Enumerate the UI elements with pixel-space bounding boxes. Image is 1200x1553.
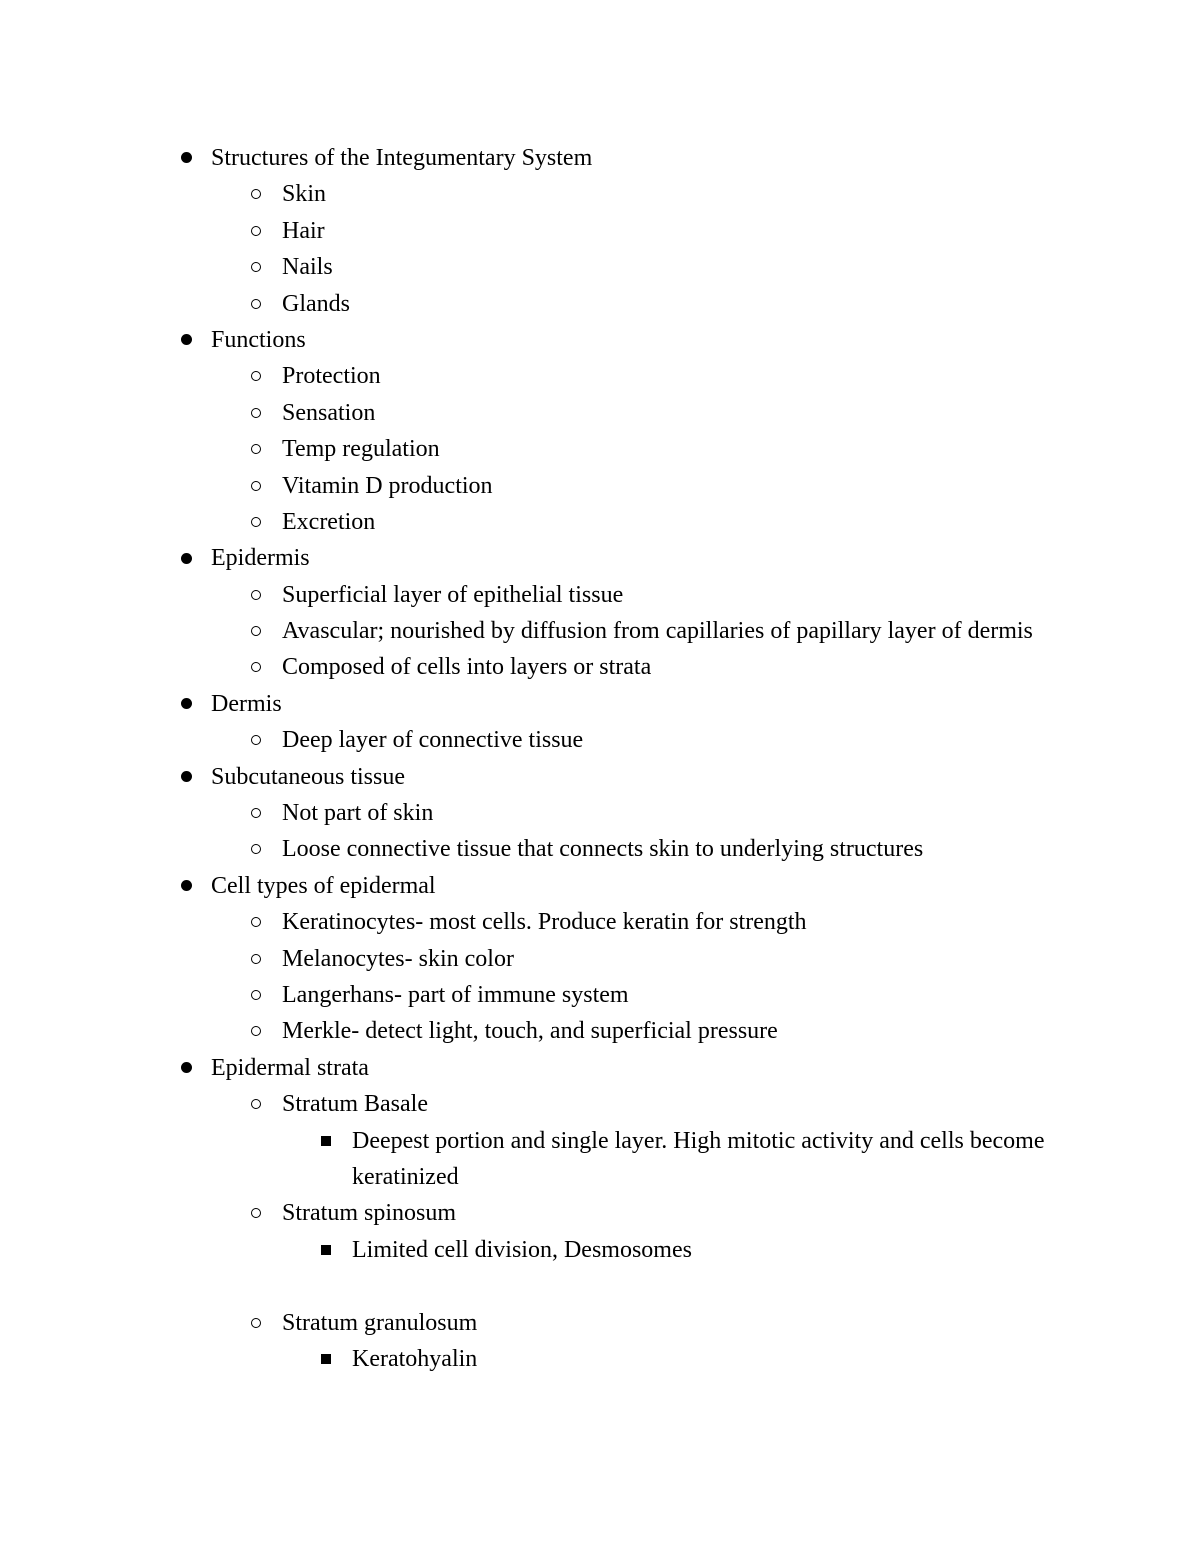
hollow-bullet-icon <box>245 941 267 977</box>
outline-heading: Structures of the Integumentary System <box>211 145 593 171</box>
outline-subitem-text: Stratum spinosum <box>282 1200 457 1227</box>
hollow-bullet-icon <box>245 395 267 431</box>
outline-subitem <box>0 795 1200 831</box>
outline-item <box>0 686 1200 722</box>
outline-subitem <box>0 431 1200 467</box>
outline-subitem <box>0 1195 1200 1231</box>
outline-detail <box>0 1341 1200 1377</box>
document-page <box>0 140 1200 1377</box>
outline-subitem <box>0 649 1200 685</box>
square-bullet-icon <box>315 1232 337 1268</box>
outline-subitem-text: Superficial layer of epithelial tissue <box>282 581 624 608</box>
filled-bullet-icon <box>175 322 197 358</box>
outline-detail <box>0 1123 1200 1196</box>
outline-subitem <box>0 358 1200 394</box>
outline-subitem-text: Melanocytes- skin color <box>282 945 514 972</box>
outline-subitem-text: Sensation <box>282 399 376 426</box>
hollow-bullet-icon <box>245 904 267 940</box>
outline-detail-text: Keratohyalin <box>352 1345 478 1372</box>
hollow-bullet-icon <box>245 358 267 394</box>
outline-heading: Cell types of epidermal <box>211 872 436 899</box>
outline-heading: Epidermis <box>211 545 310 572</box>
filled-bullet-icon <box>175 540 197 576</box>
outline-item <box>0 1050 1200 1086</box>
outline-subitem <box>0 1305 1200 1341</box>
outline-subitem <box>0 904 1200 940</box>
hollow-bullet-icon <box>245 831 267 867</box>
hollow-bullet-icon <box>245 504 267 540</box>
hollow-bullet-icon <box>245 613 267 649</box>
outline-subitem <box>0 286 1200 322</box>
outline-subitem <box>0 722 1200 758</box>
hollow-bullet-icon <box>245 722 267 758</box>
outline-detail <box>0 1232 1200 1268</box>
outline-subitem <box>0 1013 1200 1049</box>
outline-subitem-text: Loose connective tissue that connects skin to underlying structures <box>282 836 924 863</box>
square-bullet-icon <box>315 1341 337 1377</box>
outline-subitem-text: Stratum Basale <box>282 1091 428 1118</box>
outline-subitem <box>0 176 1200 212</box>
outline-subitem <box>0 577 1200 613</box>
outline-subitem-text: Composed of cells into layers or strata <box>282 654 652 681</box>
outline-subitem <box>0 613 1200 649</box>
outline-subitem-text: Hair <box>282 217 325 244</box>
outline-subitem-text: Keratinocytes- most cells. Produce keratin for strength <box>282 909 807 936</box>
outline-subitem <box>0 395 1200 431</box>
hollow-bullet-icon <box>245 1195 267 1231</box>
outline-subitem <box>0 977 1200 1013</box>
outline-subitem <box>0 468 1200 504</box>
outline-subitem-text: Stratum granulosum <box>282 1309 478 1336</box>
outline-subitem <box>0 249 1200 285</box>
outline-subitem <box>0 1086 1200 1122</box>
outline-detail-text: Limited cell division, Desmosomes <box>352 1236 692 1263</box>
hollow-bullet-icon <box>245 977 267 1013</box>
outline-heading: Dermis <box>211 690 282 717</box>
outline-subitem-text: Excretion <box>282 508 376 535</box>
outline-subitem <box>0 504 1200 540</box>
filled-bullet-icon <box>175 868 197 904</box>
outline-subitem-text: Nails <box>282 254 333 281</box>
outline-detail-text: Deepest portion and single layer. High mitotic activity and cells become keratinized <box>352 1127 1045 1190</box>
outline-subitem-text: Merkle- detect light, touch, and superficial pressure <box>282 1018 778 1045</box>
outline-subitem <box>0 831 1200 867</box>
hollow-bullet-icon <box>245 1305 267 1341</box>
outline-item <box>0 868 1200 904</box>
hollow-bullet-icon <box>245 286 267 322</box>
outline-item <box>0 140 1200 176</box>
hollow-bullet-icon <box>245 649 267 685</box>
outline-subitem-text: Glands <box>282 290 350 317</box>
outline-heading: Functions <box>211 326 306 353</box>
outline-subitem-text: Langerhans- part of immune system <box>282 982 629 1008</box>
hollow-bullet-icon <box>245 468 267 504</box>
filled-bullet-icon <box>175 1050 197 1086</box>
outline-heading: Epidermal strata <box>211 1054 369 1081</box>
outline-heading: Subcutaneous tissue <box>211 763 405 790</box>
outline-subitem-text: Deep layer of connective tissue <box>282 727 584 754</box>
blank-line <box>0 1268 1200 1304</box>
outline-subitem-text: Protection <box>282 363 381 390</box>
outline-subitem <box>0 941 1200 977</box>
outline-item <box>0 540 1200 576</box>
outline-subitem-text: Skin <box>282 181 327 208</box>
hollow-bullet-icon <box>245 431 267 467</box>
outline-subitem-text: Avascular; nourished by diffusion from capillaries of papillary layer of dermis <box>282 618 1033 645</box>
hollow-bullet-icon <box>245 795 267 831</box>
outline-subitem <box>0 213 1200 249</box>
hollow-bullet-icon <box>245 176 267 212</box>
hollow-bullet-icon <box>245 577 267 613</box>
outline-subitem-text: Not part of skin <box>282 800 434 827</box>
hollow-bullet-icon <box>245 1086 267 1122</box>
hollow-bullet-icon <box>245 249 267 285</box>
hollow-bullet-icon <box>245 213 267 249</box>
filled-bullet-icon <box>175 140 197 176</box>
outline-item <box>0 759 1200 795</box>
outline-subitem-text: Temp regulation <box>282 436 440 463</box>
outline-item <box>0 322 1200 358</box>
outline-subitem-text: Vitamin D production <box>282 472 493 499</box>
filled-bullet-icon <box>175 686 197 722</box>
square-bullet-icon <box>315 1123 337 1159</box>
filled-bullet-icon <box>175 759 197 795</box>
hollow-bullet-icon <box>245 1013 267 1049</box>
